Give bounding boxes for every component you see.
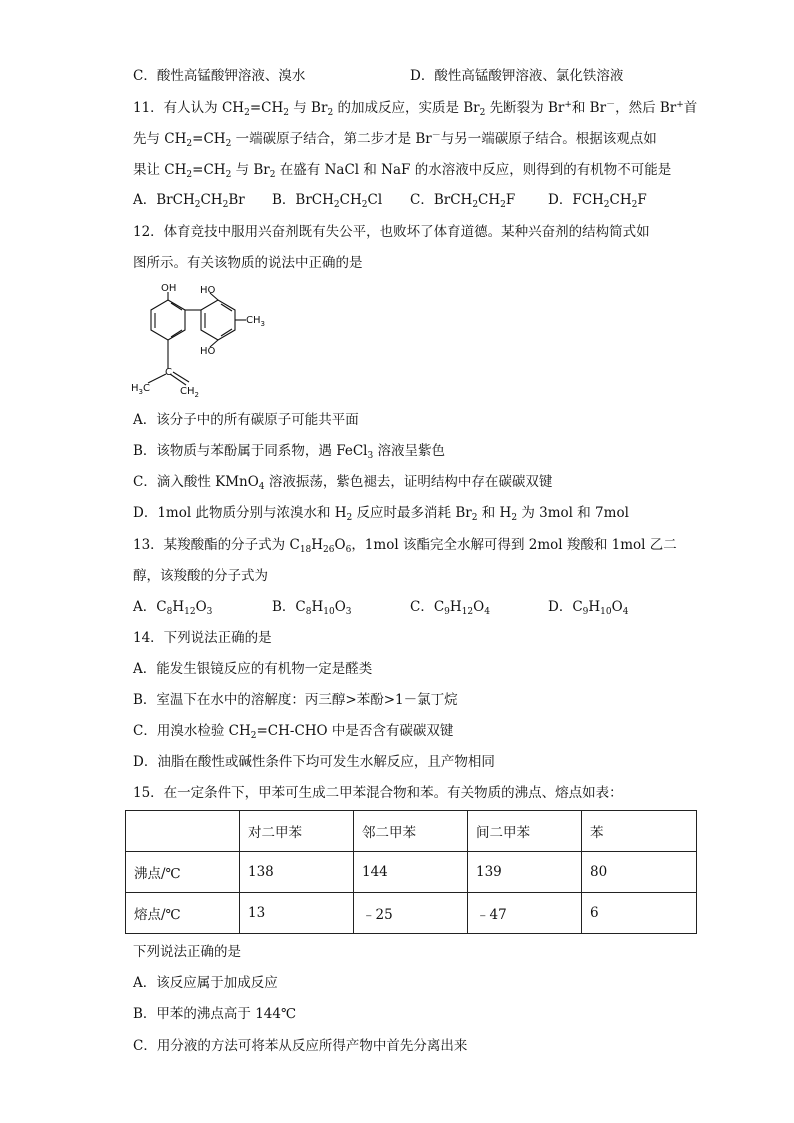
q13-option-d: D．$C_9H_{10}O_4$: [548, 599, 629, 617]
h3c-label: $H_3C$: [131, 383, 150, 396]
oh-label-left: OH: [161, 283, 177, 294]
table-cell: 144: [354, 852, 468, 893]
c-label: C: [165, 367, 172, 378]
table-cell: 苯: [582, 811, 697, 852]
q13-option-c: C．$C_9H_{12}O_4$: [410, 599, 490, 617]
q11-line3: 果让 $CH_2=CH_2$ 与 $Br_2$ 在盛有 NaCl 和 NaF 的水溶液中反应，则得到的有机物不可能是: [133, 162, 672, 180]
q11-option-a: A．$BrCH_2CH_2Br$: [133, 192, 245, 210]
q11-line2: 先与 $CH_2=CH_2$ 一端碳原子结合，第二步才是 Br－与另一端碳原子结合。根据该观点如: [133, 131, 657, 149]
q13-line2: 醇，该羧酸的分子式为: [133, 568, 268, 584]
q11-option-b: B．$BrCH_2CH_2Cl$: [272, 192, 383, 210]
table-row: [126, 852, 697, 893]
table-cell: [126, 811, 240, 852]
q14-option-d: D．油脂在酸性或碱性条件下均可发生水解反应，且产物相同: [133, 754, 495, 770]
q13-option-b: B．$C_8H_{10}O_3$: [272, 599, 352, 617]
property-table: [125, 810, 697, 934]
q15-option-b: B．甲苯的沸点高于 144℃: [133, 1006, 297, 1022]
q13-option-a: A．$C_8H_{12}O_3$: [133, 599, 213, 617]
structural-formula: [128, 283, 278, 401]
q11-option-d: D．$FCH_2CH_2F$: [548, 192, 647, 210]
q15-after-table: 下列说法正确的是: [133, 944, 241, 960]
table-cell: 80: [582, 852, 697, 893]
ch2-label: $CH_2$: [180, 386, 199, 399]
q14-option-b: B．室温下在水中的溶解度：丙三醇>苯酚>1－氯丁烷: [133, 692, 458, 708]
q15-stem: 15．在一定条件下，甲苯可生成二甲苯混合物和苯。有关物质的沸点、熔点如表：: [133, 785, 623, 801]
table-cell: 138: [240, 852, 354, 893]
table-cell: ﹣25: [354, 893, 468, 934]
q15-option-a: A．该反应属于加成反应: [133, 975, 278, 991]
table-cell: 6: [582, 893, 697, 934]
q15-option-c: C．用分液的方法可将苯从反应所得产物中首先分离出来: [133, 1038, 468, 1054]
table-cell: 邻二甲苯: [354, 811, 468, 852]
table-cell: 13: [240, 893, 354, 934]
q13-line1: 13．某羧酸酯的分子式为 $C_{18}H_{26}O_6$，1mol 该酯完全水解可得到 2mol 羧酸和 1mol 乙二: [133, 537, 677, 555]
right-benzene-ring: [201, 300, 235, 340]
q12-option-b: B．该物质与苯酚属于同系物，遇 FeCl$_3$ 溶液呈紫色: [133, 443, 446, 461]
q11-line1: 11．有人认为 $CH_2=CH_2$ 与 $Br_2$ 的加成反应，实质是 $Br_2$ 先断裂为 Br+和 Br－，然后 Br+首: [133, 100, 698, 118]
q11-option-c: C．$BrCH_2CH_2F$: [410, 192, 516, 210]
table-cell: 熔点/℃: [126, 893, 240, 934]
table-cell: 对二甲苯: [240, 811, 354, 852]
ho-label-bottom: HO: [200, 346, 216, 357]
option-c-prev: C．酸性高锰酸钾溶液、溴水: [133, 68, 306, 84]
table-cell: 间二甲苯: [468, 811, 582, 852]
q12-line2: 图所示。有关该物质的说法中正确的是: [133, 255, 363, 271]
ho-label-top: HO: [200, 285, 216, 296]
q12-option-a: A．该分子中的所有碳原子可能共平面: [133, 412, 359, 428]
q14-stem: 14．下列说法正确的是: [133, 630, 272, 646]
table-cell: ﹣47: [468, 893, 582, 934]
q12-option-c: C．滴入酸性 KMnO$_4$ 溶液振荡，紫色褪去，证明结构中存在碳碳双键: [133, 474, 553, 492]
q14-option-c: C．用溴水检验 $CH_2=CH$-CHO 中是否含有碳碳双键: [133, 723, 454, 741]
q12-option-d: D．1mol 此物质分别与浓溴水和 $H_2$ 反应时最多消耗 $Br_2$ 和 $H_2$ 为 3mol 和 7mol: [133, 505, 629, 523]
option-d-prev: D．酸性高锰酸钾溶液、氯化铁溶液: [410, 68, 624, 84]
table-header-row: [126, 811, 697, 852]
table-cell: 沸点/℃: [126, 852, 240, 893]
table-row: [126, 893, 697, 934]
q12-line1: 12．体育竞技中服用兴奋剂既有失公平，也败坏了体育道德。某种兴奋剂的结构简式如: [133, 224, 650, 240]
left-benzene-ring: [151, 300, 185, 340]
table-cell: 139: [468, 852, 582, 893]
ch3-label: $CH_3$: [246, 315, 265, 328]
q14-option-a: A．能发生银镜反应的有机物一定是醛类: [133, 661, 373, 677]
